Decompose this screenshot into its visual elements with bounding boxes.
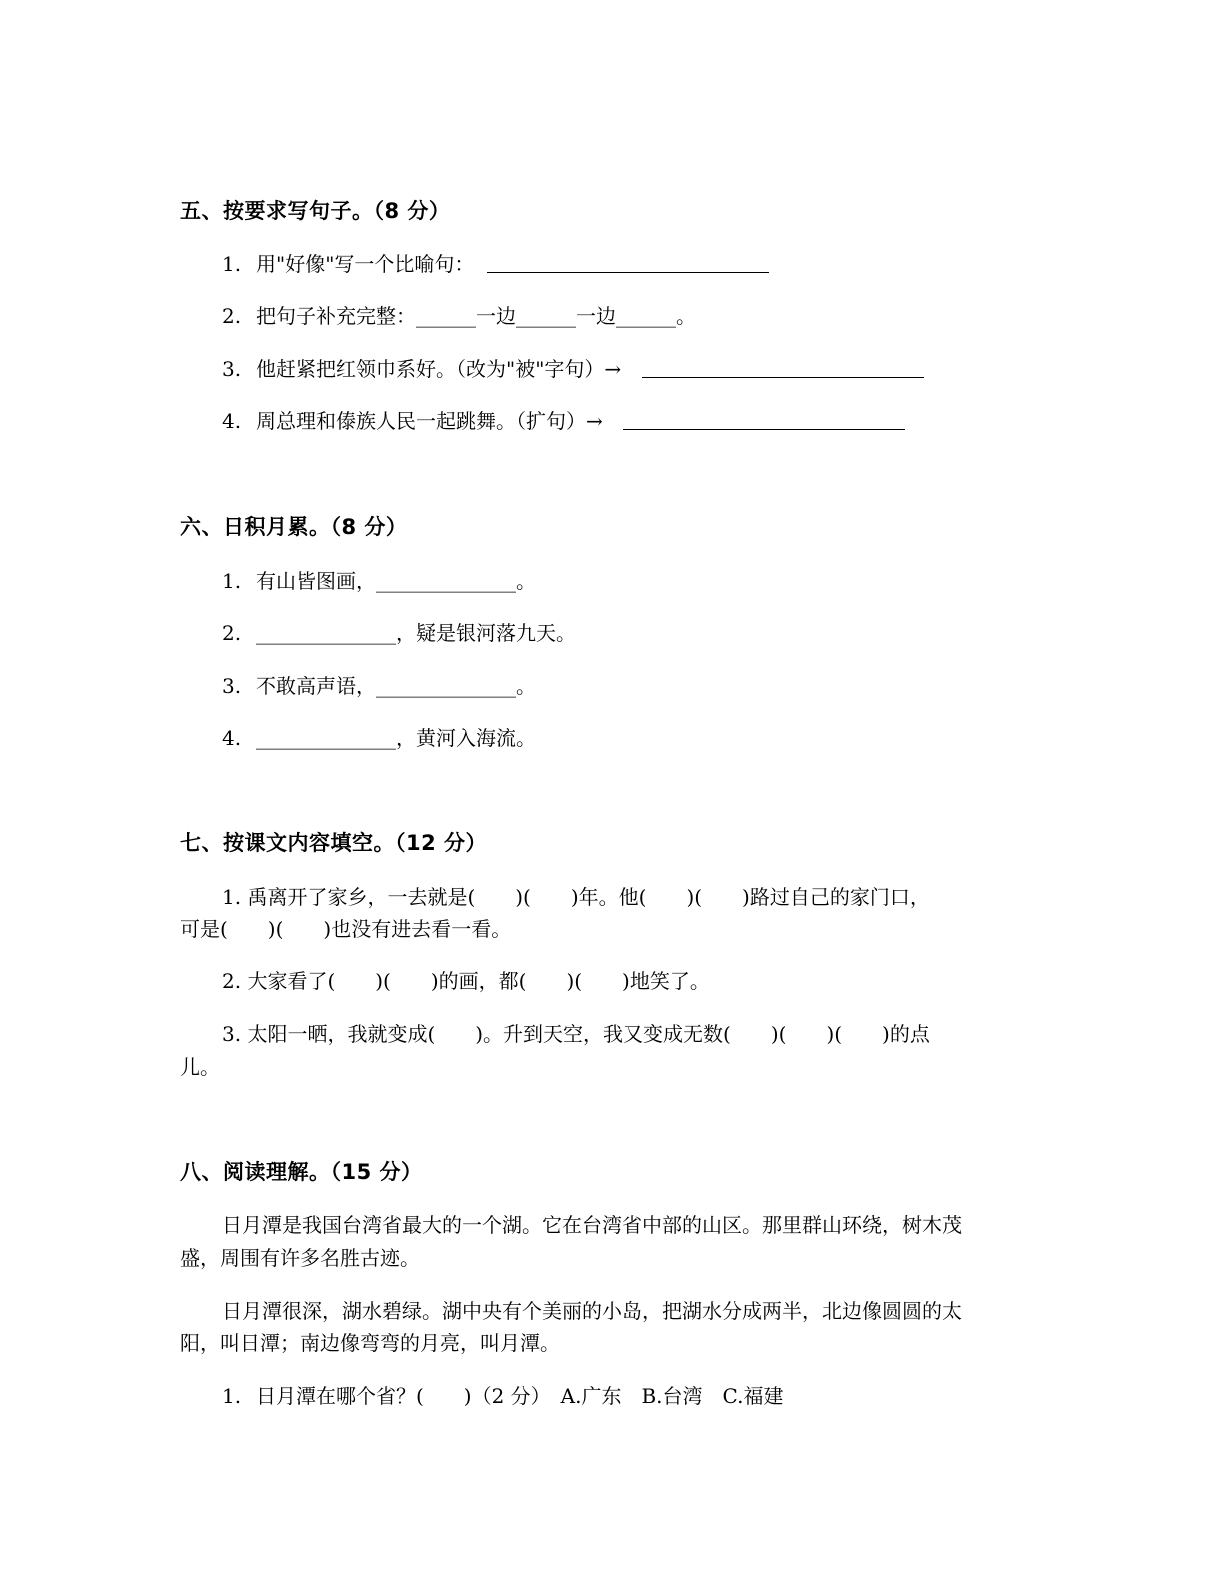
s6-item-1 xyxy=(222,566,536,596)
section-8-title: 八、阅读理解。（15 分） xyxy=(180,1160,423,1184)
s8-paragraph-1-line1: 日月潭是我国台湾省最大的一个湖。它在台湾省中部的山区。那里群山环绕，树木茂 xyxy=(222,1213,962,1237)
s5-item-1-text: 用"好像"写一个比喻句： xyxy=(256,252,475,276)
s8-paragraph-2-line2: 阳，叫日潭；南边像弯弯的月亮，叫月潭。 xyxy=(180,1331,560,1355)
answer-blank[interactable] xyxy=(623,409,905,430)
answer-blank[interactable] xyxy=(487,252,769,273)
s7-item-3-line2: 儿。 xyxy=(180,1055,220,1079)
s6-item-3 xyxy=(222,671,536,701)
s6-item-1-text: 有山皆图画，______________。 xyxy=(256,569,536,593)
section-7-title: 七、按课文内容填空。（12 分） xyxy=(180,831,488,855)
section-5-title: 五、按要求写句子。（8 分） xyxy=(180,199,451,223)
s7-item-1-line2: 可是( )( )也没有进去看一看。 xyxy=(180,917,512,941)
s5-item-3-num: 3. xyxy=(222,357,242,381)
s8-question-1-num: 1. xyxy=(222,1384,242,1408)
s8-paragraph-1-line2: 盛，周围有许多名胜古迹。 xyxy=(180,1246,420,1270)
s6-item-3-num: 3. xyxy=(222,674,242,698)
s5-item-4-text: 周总理和傣族人民一起跳舞。（扩句）→ xyxy=(256,409,603,433)
s6-item-4-text: ______________，黄河入海流。 xyxy=(256,726,536,750)
s6-item-2-num: 2. xyxy=(222,621,242,645)
s6-item-3-text: 不敢高声语，______________。 xyxy=(256,674,536,698)
s6-item-1-num: 1. xyxy=(222,569,242,593)
s7-item-2: 2. 大家看了( )( )的画，都( )( )地笑了。 xyxy=(222,969,710,993)
s6-item-2-text: ______________，疑是银河落九天。 xyxy=(256,621,576,645)
s5-item-4-num: 4. xyxy=(222,409,242,433)
s6-item-4-num: 4. xyxy=(222,726,242,750)
s5-item-2-text: 把句子补充完整：______一边______一边______。 xyxy=(256,304,696,328)
s8-question-1 xyxy=(222,1381,784,1411)
s7-item-1-line1: 1. 禹离开了家乡，一去就是( )( )年。他( )( )路过自己的家门口， xyxy=(222,885,930,909)
s6-item-4 xyxy=(222,723,536,753)
s6-item-2 xyxy=(222,618,576,648)
s5-item-1 xyxy=(222,249,769,279)
answer-blank[interactable] xyxy=(642,357,924,378)
s5-item-3 xyxy=(222,354,924,384)
s7-item-3-line1: 3. 太阳一晒，我就变成( )。升到天空，我又变成无数( )( )( )的点 xyxy=(222,1022,930,1046)
s5-item-1-num: 1. xyxy=(222,252,242,276)
section-6-title: 六、日积月累。（8 分） xyxy=(180,515,408,539)
s5-item-4 xyxy=(222,406,905,436)
s8-question-1-text: 日月潭在哪个省？( )（2 分） A.广东 B.台湾 C.福建 xyxy=(256,1384,784,1408)
s5-item-2-num: 2. xyxy=(222,304,242,328)
s5-item-3-text: 他赶紧把红领巾系好。（改为"被"字句）→ xyxy=(256,357,622,381)
s8-paragraph-2-line1: 日月潭很深，湖水碧绿。湖中央有个美丽的小岛，把湖水分成两半，北边像圆圆的太 xyxy=(222,1299,962,1323)
s5-item-2 xyxy=(222,301,696,331)
